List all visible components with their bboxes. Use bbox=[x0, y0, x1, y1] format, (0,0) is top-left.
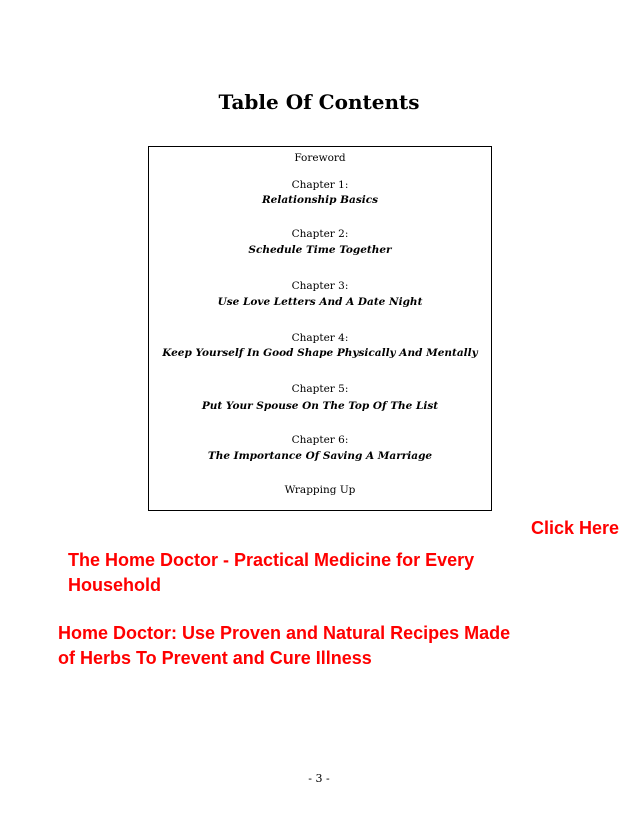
page-number: - 3 - bbox=[308, 772, 330, 785]
toc-chapter-6-title: The Importance Of Saving A Marriage bbox=[207, 450, 433, 462]
toc-chapter-1-label: Chapter 1: bbox=[291, 179, 349, 191]
toc-wrapping-up: Wrapping Up bbox=[284, 484, 356, 496]
page-title: Table Of Contents bbox=[218, 90, 420, 114]
toc-chapter-4-title: Keep Yourself In Good Shape Physically And Mentally bbox=[162, 347, 478, 359]
toc-chapter-1-title: Relationship Basics bbox=[261, 194, 379, 206]
toc-chapter-3-title: Use Love Letters And A Date Night bbox=[217, 296, 423, 308]
toc-chapter-5-label: Chapter 5: bbox=[291, 383, 349, 395]
table-of-contents-box bbox=[148, 146, 492, 511]
toc-chapter-6-label: Chapter 6: bbox=[291, 434, 349, 446]
ad-link-home-doctor-recipes[interactable]: Home Doctor: Use Proven and Natural Recipes Made of Herbs To Prevent and Cure Illness bbox=[58, 623, 511, 668]
toc-foreword: Foreword bbox=[294, 152, 346, 164]
toc-chapter-2-title: Schedule Time Together bbox=[248, 244, 392, 256]
toc-chapter-2-label: Chapter 2: bbox=[291, 228, 349, 240]
click-here-link[interactable]: Click Here bbox=[531, 518, 620, 538]
toc-chapter-5-title: Put Your Spouse On The Top Of The List bbox=[201, 400, 439, 412]
ad-link-home-doctor-practical[interactable]: The Home Doctor - Practical Medicine for Every Household bbox=[68, 550, 475, 595]
toc-chapter-4-label: Chapter 4: bbox=[291, 332, 349, 344]
toc-chapter-3-label: Chapter 3: bbox=[291, 280, 349, 292]
